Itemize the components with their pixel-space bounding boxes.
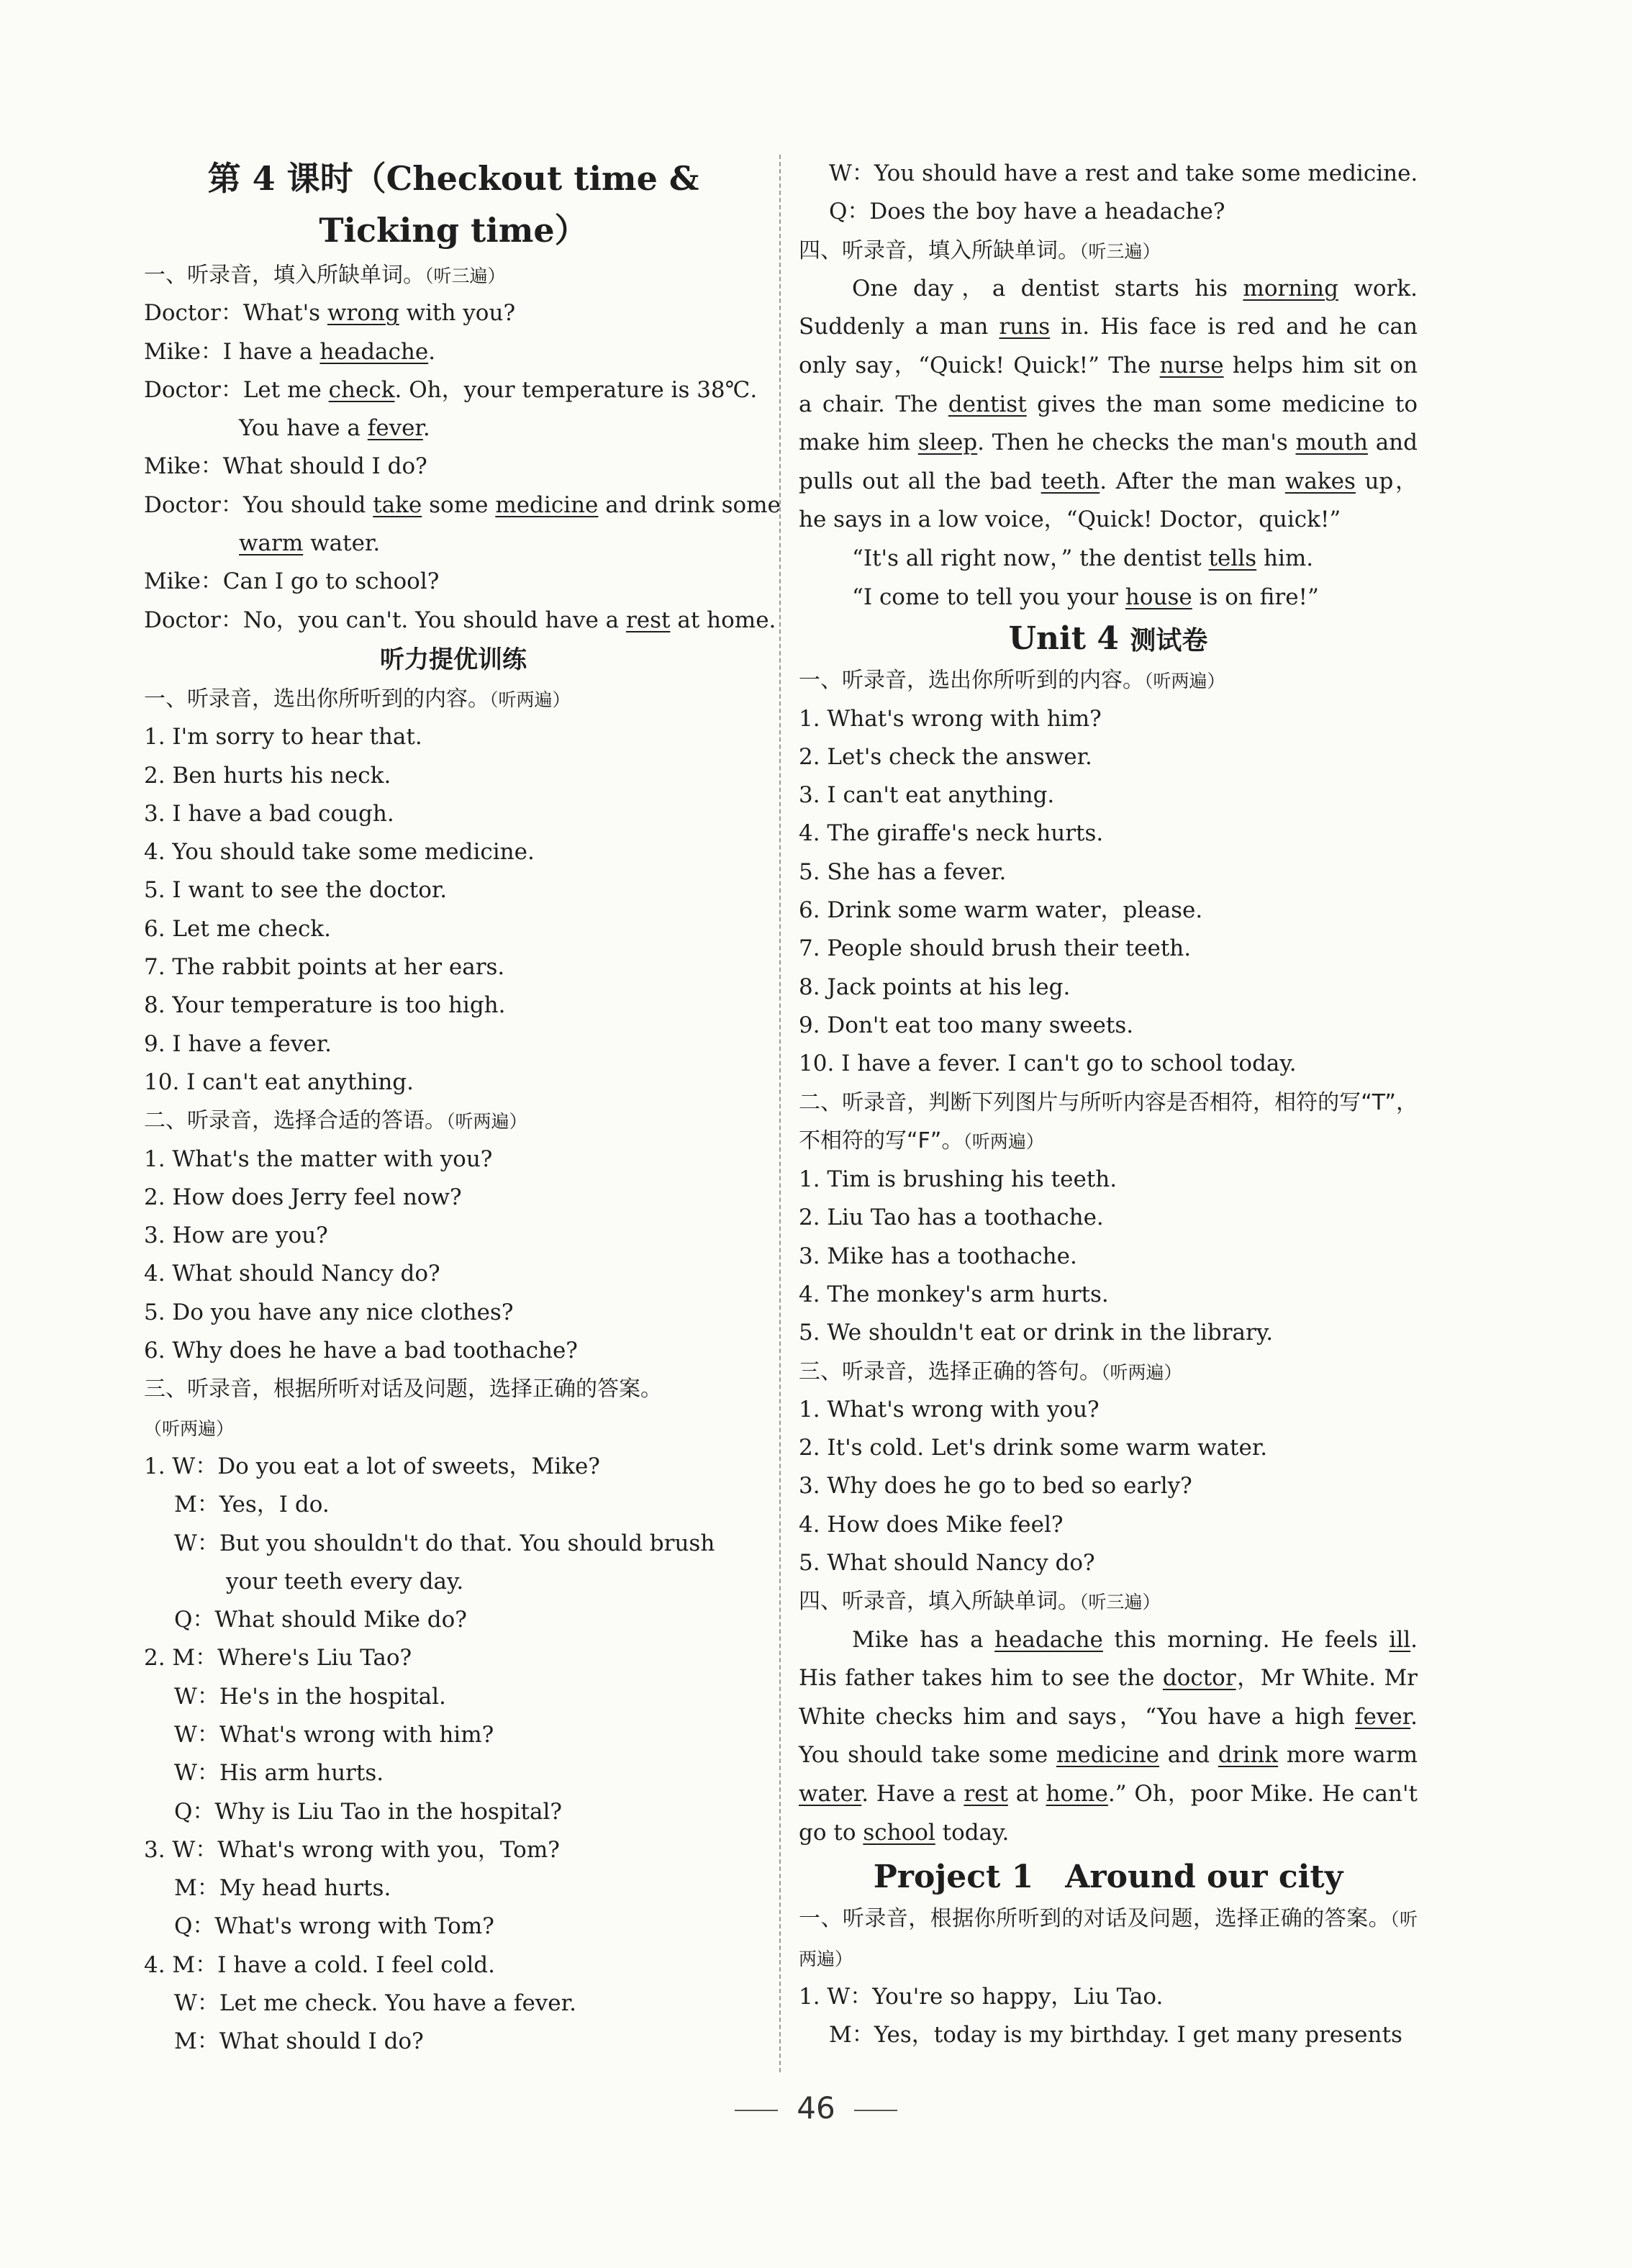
section-heading-unit-choose-heard: 一、听录音，选出你所听到的内容。（听两遍） bbox=[799, 668, 1225, 694]
filled-blank: ill bbox=[1389, 1626, 1411, 1653]
text-fragment: .” Oh，poor Mike. He can't go to bbox=[799, 1781, 1418, 1846]
filled-blank: headache bbox=[994, 1626, 1103, 1653]
text-fragment: . bbox=[428, 338, 436, 365]
text-fragment: “It's all right now，” the dentist bbox=[852, 545, 1209, 572]
list-item: 4. You should take some medicine. bbox=[144, 839, 535, 866]
filled-blank: school bbox=[863, 1819, 935, 1846]
list-item: 5. She has a fever. bbox=[799, 858, 1007, 885]
dialog-line bbox=[144, 486, 781, 525]
dialog-line: 1. W：You're so happy，Liu Tao. bbox=[799, 1983, 1164, 2010]
text-fragment: You have a bbox=[239, 415, 368, 442]
list-item: 1. I'm sorry to hear that. bbox=[144, 724, 422, 750]
text-fragment: You should bbox=[242, 491, 373, 518]
dialog-line: M：Yes，I do. bbox=[174, 1492, 330, 1518]
text-fragment: gives the man some medicine to make him bbox=[799, 391, 1418, 456]
filled-blank: water bbox=[799, 1781, 862, 1807]
filled-blank: rest bbox=[625, 607, 671, 633]
filled-blank: warm bbox=[239, 530, 304, 557]
filled-blank: take bbox=[373, 491, 422, 518]
filled-blank: check bbox=[328, 376, 395, 403]
text-fragment: more warm bbox=[1278, 1742, 1418, 1769]
dialog-line bbox=[144, 563, 763, 601]
filled-blank: home bbox=[1046, 1781, 1108, 1807]
section-heading-fill-words: 一、听录音，填入所缺单词。（听三遍） bbox=[144, 263, 506, 288]
text-fragment: “I come to tell you your bbox=[852, 584, 1125, 610]
text-fragment: What's bbox=[242, 300, 327, 327]
text-fragment: ，Mr White. Mr White checks him and says，“You have a high bbox=[799, 1665, 1418, 1730]
speaker-label: Mike： bbox=[144, 453, 223, 480]
list-item: 3. I can't eat anything. bbox=[799, 782, 1055, 809]
filled-blank: doctor bbox=[1162, 1665, 1236, 1692]
text-fragment: and pulls out all the bad bbox=[799, 430, 1418, 494]
list-item: 8. Jack points at his leg. bbox=[799, 974, 1071, 1000]
training-title: 听力提优训练 bbox=[380, 645, 527, 674]
list-item: 7. People should brush their teeth. bbox=[799, 935, 1192, 962]
dialog-line bbox=[144, 294, 763, 332]
list-item: 10. I can't eat anything. bbox=[144, 1069, 414, 1095]
dialog-line: W：Let me check. You have a fever. bbox=[174, 1990, 576, 2017]
section-heading-dialog-questions: 三、听录音，根据所听对话及问题，选择正确的答案。 （听两遍） bbox=[144, 1376, 662, 1439]
list-item: 1. What's wrong with you? bbox=[799, 1396, 1100, 1423]
list-item: 1. What's the matter with you? bbox=[144, 1146, 493, 1172]
list-item: 3. Mike has a toothache. bbox=[799, 1243, 1077, 1269]
dialog-line: Q：Why is Liu Tao in the hospital? bbox=[174, 1798, 563, 1825]
unit-true-false-list bbox=[799, 1161, 1418, 1352]
text-fragment: . You should take some bbox=[799, 1703, 1418, 1769]
section-heading-unit-true-false: 二、听录音，判断下列图片与所听内容是否相符，相符的写“T”，不相符的写“F”。（听两遍） bbox=[799, 1089, 1418, 1153]
filled-blank: wrong bbox=[327, 300, 399, 327]
dentist-story bbox=[799, 270, 1418, 540]
dialog-line: your teeth every day. bbox=[226, 1568, 464, 1595]
text-fragment: work. Suddenly a man bbox=[799, 275, 1418, 340]
dialog-line: W：You should have a rest and take some medicine. bbox=[829, 160, 1418, 186]
list-item: 5. We shouldn't eat or drink in the library. bbox=[799, 1320, 1274, 1346]
text-fragment: Can I go to school? bbox=[222, 568, 440, 595]
text-fragment: water. bbox=[303, 530, 381, 557]
project-title: Project 1 Around our city bbox=[873, 1859, 1343, 1896]
list-item: 4. What should Nancy do? bbox=[144, 1261, 440, 1287]
project-question-1 bbox=[799, 1978, 1418, 2055]
filled-blank: teeth bbox=[1041, 468, 1100, 494]
list-item: 1. Tim is brushing his teeth. bbox=[799, 1166, 1118, 1193]
section-heading-choose-heard: 一、听录音，选出你所听到的内容。（听两遍） bbox=[144, 686, 571, 712]
text-fragment: at home. bbox=[670, 607, 776, 633]
filled-blank: medicine bbox=[495, 491, 599, 518]
list-item: 4. The monkey's arm hurts. bbox=[799, 1281, 1109, 1307]
speaker-label: Mike： bbox=[144, 568, 223, 595]
text-fragment: . Then he checks the man's bbox=[977, 430, 1296, 456]
unit-choose-heard-list bbox=[799, 700, 1418, 1084]
filled-blank: mouth bbox=[1295, 430, 1368, 456]
list-item: 2. How does Jerry feel now? bbox=[144, 1184, 462, 1210]
dialog-line: Q：Does the boy have a headache? bbox=[829, 199, 1225, 225]
list-item: 7. The rabbit points at her ears. bbox=[144, 954, 505, 981]
list-item: 2. Let's check the answer. bbox=[799, 743, 1092, 770]
unit-test-title: Unit 4 测试卷 bbox=[1008, 620, 1208, 658]
text-fragment: What should I do? bbox=[222, 453, 427, 480]
filled-blank: house bbox=[1125, 584, 1192, 610]
speaker-label: Doctor： bbox=[144, 491, 243, 518]
choose-heard-list bbox=[144, 718, 763, 1102]
doctor-dialog bbox=[144, 294, 781, 640]
dialog-line: 4. M：I have a cold. I feel cold. bbox=[144, 1951, 495, 1978]
text-fragment: . His father takes him to see the bbox=[799, 1626, 1418, 1692]
dialog-line: W：But you shouldn't do that. You should brush bbox=[174, 1530, 715, 1556]
text-fragment: is on fire!” bbox=[1192, 584, 1319, 610]
list-item: 3. How are you? bbox=[144, 1223, 328, 1249]
list-item: 5. What should Nancy do? bbox=[799, 1550, 1095, 1577]
list-item: 3. I have a bad cough. bbox=[144, 800, 394, 827]
filled-blank: rest bbox=[964, 1781, 1008, 1807]
text-fragment: today. bbox=[935, 1819, 1010, 1846]
list-item: 6. Drink some warm water，please. bbox=[799, 897, 1203, 924]
dialog-line bbox=[144, 602, 776, 640]
list-item: 5. I want to see the doctor. bbox=[144, 877, 448, 904]
text-fragment: helps him sit on a chair. The bbox=[799, 353, 1418, 417]
filled-blank: morning bbox=[1243, 275, 1338, 301]
text-fragment: up，he says in a low voice，“Quick! Doctor，quick!” bbox=[799, 468, 1418, 533]
lesson-title bbox=[144, 153, 763, 256]
text-fragment: . bbox=[422, 415, 430, 442]
filled-blank: wakes bbox=[1284, 468, 1356, 494]
left-column bbox=[144, 153, 781, 2061]
list-item: 9. Don't eat too many sweets. bbox=[799, 1012, 1134, 1038]
column-divider bbox=[779, 155, 781, 2072]
list-item: 9. I have a fever. bbox=[144, 1030, 332, 1057]
dialog-line bbox=[144, 371, 763, 409]
dialog-line: W：He's in the hospital. bbox=[174, 1683, 446, 1710]
dialog-question-4 bbox=[144, 1946, 763, 2061]
dialog-line bbox=[144, 525, 763, 563]
filled-blank: runs bbox=[999, 314, 1051, 340]
filled-blank: medicine bbox=[1056, 1742, 1160, 1769]
list-item: 2. Liu Tao has a toothache. bbox=[799, 1205, 1104, 1231]
unit-choose-reply-list bbox=[799, 1391, 1418, 1582]
section-heading-project-choose: 一、听录音，根据你所听到的对话及问题，选择正确的答案。（听两遍） bbox=[799, 1906, 1418, 1969]
text-fragment: . After the man bbox=[1100, 468, 1285, 494]
filled-blank: headache bbox=[319, 338, 429, 365]
text-fragment: at bbox=[1007, 1781, 1046, 1807]
filled-blank: dentist bbox=[948, 391, 1027, 417]
list-item: 1. What's wrong with him? bbox=[799, 705, 1102, 732]
dialog-line: Q：What's wrong with Tom? bbox=[174, 1913, 494, 1940]
list-item: 10. I have a fever. I can't go to school today. bbox=[799, 1051, 1297, 1077]
footer-dash-left bbox=[735, 2110, 778, 2111]
list-item: 6. Why does he have a bad toothache? bbox=[144, 1338, 578, 1364]
dialog-line: 1. W：Do you eat a lot of sweets，Mike? bbox=[144, 1453, 600, 1479]
list-item: 5. Do you have any nice clothes? bbox=[144, 1299, 514, 1325]
dialog-question-3 bbox=[144, 1831, 763, 1946]
text-fragment: him. bbox=[1256, 545, 1314, 572]
filled-blank: tells bbox=[1208, 545, 1257, 572]
list-item: 6. Let me check. bbox=[144, 915, 331, 942]
filled-blank: sleep bbox=[917, 430, 978, 456]
section-heading-unit-choose-reply: 三、听录音，选择正确的答句。（听两遍） bbox=[799, 1358, 1182, 1384]
page-footer bbox=[0, 2090, 1632, 2126]
text-fragment: Let me bbox=[242, 376, 329, 403]
filled-blank: nurse bbox=[1159, 353, 1224, 379]
lesson-title-line-2: Ticking time） bbox=[319, 211, 588, 250]
list-item: 8. Your temperature is too high. bbox=[144, 992, 506, 1019]
speaker-label: Doctor： bbox=[144, 607, 243, 633]
text-fragment: with you? bbox=[399, 300, 516, 327]
section-heading-fill-story: 四、听录音，填入所缺单词。（听三遍） bbox=[799, 237, 1161, 263]
speaker-label: Mike： bbox=[144, 338, 223, 365]
dentist-story-line-3 bbox=[799, 579, 1418, 617]
dialog-line: M：My head hurts. bbox=[174, 1875, 391, 1902]
footer-dash-right bbox=[854, 2110, 897, 2111]
speaker-label: Doctor： bbox=[144, 376, 243, 403]
list-item: 4. The giraffe's neck hurts. bbox=[799, 820, 1104, 847]
filled-blank: drink bbox=[1218, 1742, 1279, 1769]
text-fragment: this morning. He feels bbox=[1102, 1626, 1390, 1653]
dialog-line bbox=[144, 333, 763, 371]
dialog-line: Q：What should Mike do? bbox=[174, 1607, 467, 1633]
choose-reply-list bbox=[144, 1140, 763, 1371]
section-heading-unit-fill-story: 四、听录音，填入所缺单词。（听三遍） bbox=[799, 1589, 1161, 1615]
dialog-question-1 bbox=[144, 1448, 763, 1639]
dialog-line: M：What should I do? bbox=[174, 2028, 424, 2055]
list-item: 4. How does Mike feel? bbox=[799, 1511, 1064, 1538]
text-fragment: in. His face is red and he can only say，“Quick! Quick!” The bbox=[799, 314, 1418, 379]
speaker-label: Doctor： bbox=[144, 300, 243, 327]
dialog-line: W：His arm hurts. bbox=[174, 1760, 384, 1787]
text-fragment: and drink some bbox=[598, 491, 781, 518]
section-heading-choose-reply: 二、听录音，选择合适的答语。（听两遍） bbox=[144, 1108, 527, 1134]
text-fragment: . Have a bbox=[861, 1781, 964, 1807]
dentist-story-line-2 bbox=[799, 540, 1418, 579]
text-fragment: I have a bbox=[222, 338, 320, 365]
page-number: 46 bbox=[797, 2090, 835, 2126]
dialog-line bbox=[144, 448, 763, 486]
dialog-line: M：Yes，today is my birthday. I get many presents bbox=[829, 2022, 1402, 2049]
dialog-line: 3. W：What's wrong with you，Tom? bbox=[144, 1836, 560, 1863]
list-item: 3. Why does he go to bed so early? bbox=[799, 1473, 1192, 1500]
right-column bbox=[799, 155, 1418, 2054]
list-item: 2. Ben hurts his neck. bbox=[144, 762, 391, 789]
text-fragment: Mike has a bbox=[852, 1626, 995, 1653]
mike-story bbox=[799, 1621, 1418, 1853]
lesson-title-line-1: 第 4 课时（Checkout time & bbox=[207, 159, 699, 198]
text-fragment: some bbox=[422, 491, 496, 518]
text-fragment: and bbox=[1159, 1742, 1218, 1769]
dialog-line: W：What's wrong with him? bbox=[174, 1721, 494, 1748]
filled-blank: fever bbox=[367, 415, 423, 442]
text-fragment: No，you can't. You should have a bbox=[242, 607, 626, 633]
list-item: 2. It's cold. Let's drink some warm water. bbox=[799, 1435, 1268, 1461]
text-fragment: One day，a dentist starts his bbox=[852, 275, 1243, 301]
dialog-line: 2. M：Where's Liu Tao? bbox=[144, 1645, 412, 1671]
dialog-question-2 bbox=[144, 1639, 763, 1831]
text-fragment: . Oh，your temperature is 38℃. bbox=[394, 376, 758, 403]
dialog-line bbox=[144, 409, 763, 448]
filled-blank: fever bbox=[1355, 1703, 1411, 1730]
